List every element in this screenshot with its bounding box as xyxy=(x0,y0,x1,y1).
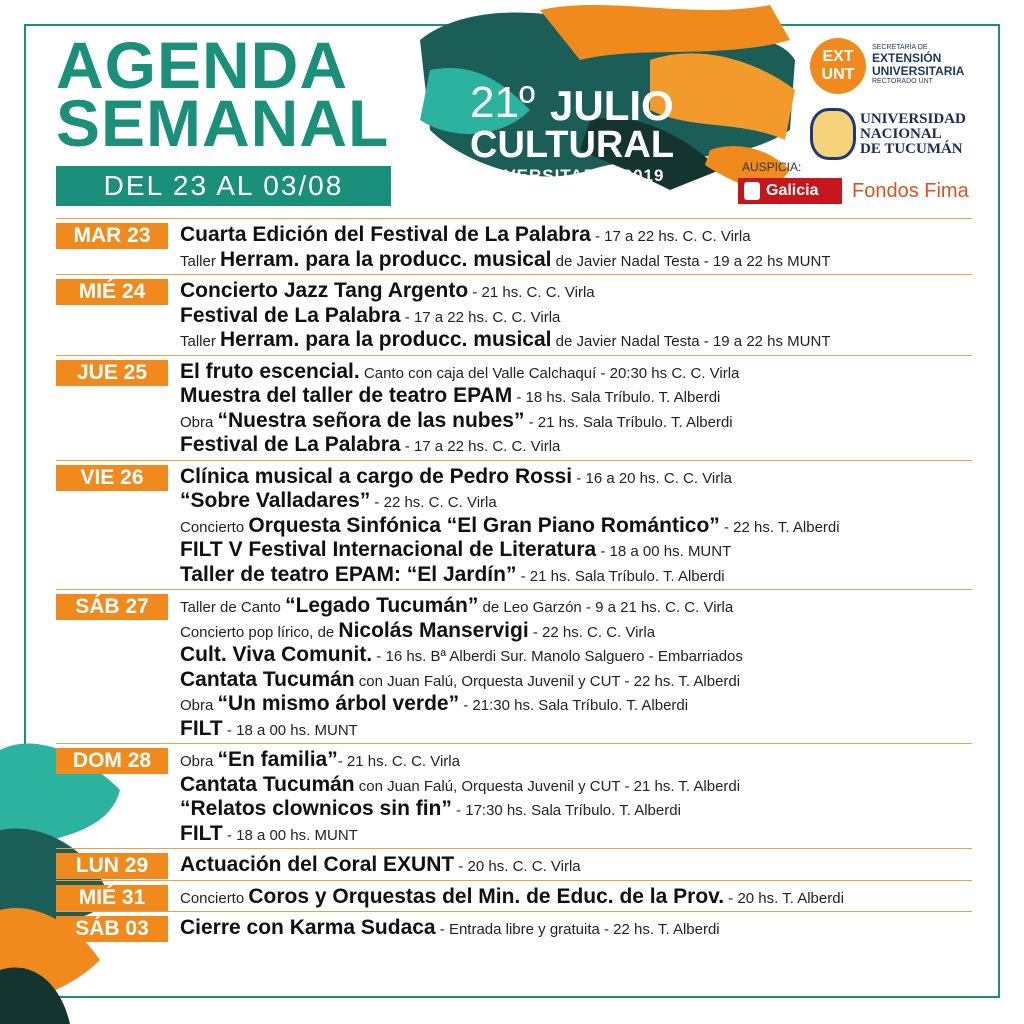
exunt-sub-label: RECTORADO UNT xyxy=(872,78,933,85)
event-title: Festival de La Palabra xyxy=(180,433,401,456)
event-item xyxy=(180,797,972,822)
event-list xyxy=(180,465,972,588)
event-item xyxy=(180,304,972,329)
event-prefix: Concierto xyxy=(180,518,249,536)
unt-seal-icon xyxy=(810,108,856,160)
event-details: - 22 hs. C. C. Virla xyxy=(370,494,497,511)
exunt-label xyxy=(872,44,992,86)
event-title: Coros y Orquestas del Min. de Educ. de la Prov. xyxy=(248,884,725,908)
event-title: Festival de La Palabra xyxy=(180,303,401,327)
event-item xyxy=(180,223,972,248)
schedule-list xyxy=(56,218,972,943)
event-details: - 16 hs. Bª Alberdi Sur. Manolo Salguero - Embarriados xyxy=(372,648,743,665)
day-badge: MIÉ 24 xyxy=(56,279,168,305)
event-details: - 18 a 00 hs. MUNT xyxy=(222,826,358,844)
event-title: “Un mismo árbol verde” xyxy=(217,692,460,715)
event-list xyxy=(180,594,972,741)
schedule-row xyxy=(56,218,972,274)
event-prefix: Taller de Canto xyxy=(180,599,286,616)
exunt-name-2: UNIVERSITARIA xyxy=(872,64,965,78)
unt-label xyxy=(860,112,990,157)
event-details: con Juan Falú, Orquesta Juvenil y CUT - 22 hs. T. Alberdi xyxy=(354,672,741,690)
event-title: Cierre con Karma Sudaca xyxy=(180,916,436,939)
event-prefix: Taller xyxy=(180,333,221,350)
event-item xyxy=(180,853,972,878)
event-item xyxy=(180,885,972,910)
event-item xyxy=(180,717,972,742)
schedule-row xyxy=(56,848,972,880)
schedule-row xyxy=(56,589,972,743)
event-item xyxy=(180,619,972,644)
event-title: Concierto Jazz Tang Argento xyxy=(180,279,469,302)
sponsor-label: AUSPICIA: xyxy=(742,160,802,174)
event-details: de Leo Garzón - 9 a 21 hs. C. C. Virla xyxy=(478,599,734,616)
event-item xyxy=(180,489,972,514)
event-details: - 21 hs. C. C. Virla xyxy=(337,753,460,770)
day-badge: SÁB 03 xyxy=(56,916,168,942)
galicia-mark-icon xyxy=(744,182,760,200)
event-title: Cuarta Edición del Festival de La Palabra xyxy=(180,223,591,246)
exunt-logo: EXT UNT xyxy=(810,38,866,94)
event-details: - 18 hs. Sala Tríbulo. T. Alberdi xyxy=(512,389,721,406)
event-list xyxy=(180,916,972,941)
event-title: Herram. para la producc. musical xyxy=(220,247,552,271)
event-item xyxy=(180,433,972,458)
event-item xyxy=(180,328,972,353)
event-list xyxy=(180,853,972,878)
unt-line-3: DE TUCUMÁN xyxy=(860,141,963,157)
event-details: - 21 hs. C. C. Virla xyxy=(468,284,595,301)
festival-line-julio: JULIO xyxy=(550,82,674,129)
event-details: - 18 a 00 hs. MUNT xyxy=(222,721,358,739)
event-title: Taller de teatro EPAM: “El Jardín” xyxy=(180,562,517,586)
event-details: - 22 hs. T. Alberdi xyxy=(719,518,840,536)
event-item xyxy=(180,360,972,385)
schedule-row xyxy=(56,880,972,912)
event-item xyxy=(180,594,972,619)
event-title: “En familia” xyxy=(217,748,338,771)
event-title: Cantata Tucumán xyxy=(180,667,355,691)
event-prefix: Taller xyxy=(180,252,221,270)
event-title: Cult. Viva Comunit. xyxy=(180,643,373,666)
schedule-row xyxy=(56,743,972,848)
event-title: El fruto escencial. xyxy=(180,359,360,383)
event-details: - 18 a 00 hs. MUNT xyxy=(596,543,732,560)
event-title: Muestra del taller de teatro EPAM xyxy=(180,384,513,407)
event-prefix: Concierto xyxy=(180,889,249,907)
event-details: de Javier Nadal Testa - 19 a 22 hs MUNT xyxy=(551,333,831,350)
event-item xyxy=(180,692,972,717)
event-title: “Nuestra señora de las nubes” xyxy=(217,408,525,432)
exunt-name-1: EXTENSIÓN xyxy=(872,51,942,65)
galicia-name: Galicia xyxy=(766,182,819,199)
galicia-logo xyxy=(738,178,842,204)
event-details: - 20 hs. T. Alberdi xyxy=(724,889,844,907)
event-title: Herram. para la producc. musical xyxy=(220,328,552,351)
event-item xyxy=(180,563,972,588)
event-details: - 20 hs. C. C. Virla xyxy=(454,858,581,875)
event-prefix: Obra xyxy=(180,697,218,714)
event-details: - 17 a 22 hs. C. C. Virla xyxy=(400,438,561,455)
fima-logo: Fondos Fima xyxy=(852,180,969,202)
event-item xyxy=(180,748,972,773)
date-range-banner: DEL 23 AL 03/08 xyxy=(56,166,391,206)
event-details: - 17 a 22 hs. C. C. Virla xyxy=(590,228,751,245)
event-list xyxy=(180,223,972,272)
event-details: Canto con caja del Valle Calchaquí - 20:30 hs C. C. Virla xyxy=(359,364,740,382)
event-details: con Juan Falú, Orquesta Juvenil y CUT - 21 hs. T. Alberdi xyxy=(354,777,741,795)
event-item xyxy=(180,514,972,539)
event-prefix: Obra xyxy=(180,413,218,431)
festival-line-universitario: UNIVERSITARIO 2019 xyxy=(472,166,665,185)
event-title: “Relatos clownicos sin fin” xyxy=(180,797,452,820)
day-badge: LUN 29 xyxy=(56,853,168,879)
festival-edition: 21º xyxy=(470,78,536,127)
event-details: - 21:30 hs. Sala Tríbulo. T. Alberdi xyxy=(459,697,689,714)
event-title: Nicolás Manservigi xyxy=(338,618,529,642)
day-badge: JUE 25 xyxy=(56,360,168,386)
day-badge: DOM 28 xyxy=(56,748,168,774)
event-item xyxy=(180,465,972,490)
event-list xyxy=(180,279,972,353)
event-details: de Javier Nadal Testa - 19 a 22 hs MUNT xyxy=(551,252,831,270)
exunt-small-label: SECRETARÍA DE xyxy=(872,44,928,51)
event-item xyxy=(180,384,972,409)
event-list xyxy=(180,360,972,458)
event-title: FILT V Festival Internacional de Literatura xyxy=(180,538,597,561)
event-item xyxy=(180,248,972,273)
event-details: - 16 a 20 hs. C. C. Virla xyxy=(572,469,732,487)
page-title xyxy=(56,28,426,160)
day-badge: MAR 23 xyxy=(56,223,168,249)
event-item xyxy=(180,643,972,668)
event-title: Clínica musical a cargo de Pedro Rossi xyxy=(180,464,573,488)
event-title: “Legado Tucumán” xyxy=(285,594,479,617)
event-details: - Entrada libre y gratuita - 22 hs. T. Alberdi xyxy=(435,921,720,938)
event-details: - 17 a 22 hs. C. C. Virla xyxy=(400,308,561,326)
title-line-agenda: AGENDA xyxy=(56,28,349,102)
day-badge: MIÉ 31 xyxy=(56,885,168,911)
event-title: Cantata Tucumán xyxy=(180,772,355,796)
schedule-row xyxy=(56,460,972,590)
event-item xyxy=(180,668,972,693)
event-title: FILT xyxy=(180,821,223,845)
event-list xyxy=(180,885,972,910)
event-list xyxy=(180,748,972,846)
event-details: - 17:30 hs. Sala Tríbulo. T. Alberdi xyxy=(451,802,681,819)
schedule-row xyxy=(56,274,972,355)
event-details: - 21 hs. Sala Tríbulo. T. Alberdi xyxy=(516,567,725,585)
day-badge: SÁB 27 xyxy=(56,594,168,620)
event-title: Actuación del Coral EXUNT xyxy=(180,853,455,876)
event-item xyxy=(180,773,972,798)
day-badge: VIE 26 xyxy=(56,465,168,491)
event-item xyxy=(180,409,972,434)
event-prefix: Obra xyxy=(180,753,218,770)
event-item xyxy=(180,279,972,304)
event-title: FILT xyxy=(180,716,223,740)
title-line-semanal: SEMANAL xyxy=(56,86,390,160)
event-item xyxy=(180,822,972,847)
event-prefix: Concierto pop lírico, de xyxy=(180,623,339,641)
event-title: “Sobre Valladares” xyxy=(180,489,371,512)
event-details: - 22 hs. C. C. Virla xyxy=(528,623,656,641)
event-details: - 21 hs. Sala Tríbulo. T. Alberdi xyxy=(524,413,733,431)
event-title: Orquesta Sinfónica “El Gran Piano Romántico” xyxy=(248,513,720,537)
schedule-row xyxy=(56,355,972,460)
unt-line-1: UNIVERSIDAD xyxy=(860,111,966,127)
schedule-row xyxy=(56,911,972,943)
event-item xyxy=(180,916,972,941)
unt-line-2: NACIONAL xyxy=(860,126,942,142)
festival-line-cultural: CULTURAL xyxy=(470,124,675,166)
event-item xyxy=(180,538,972,563)
